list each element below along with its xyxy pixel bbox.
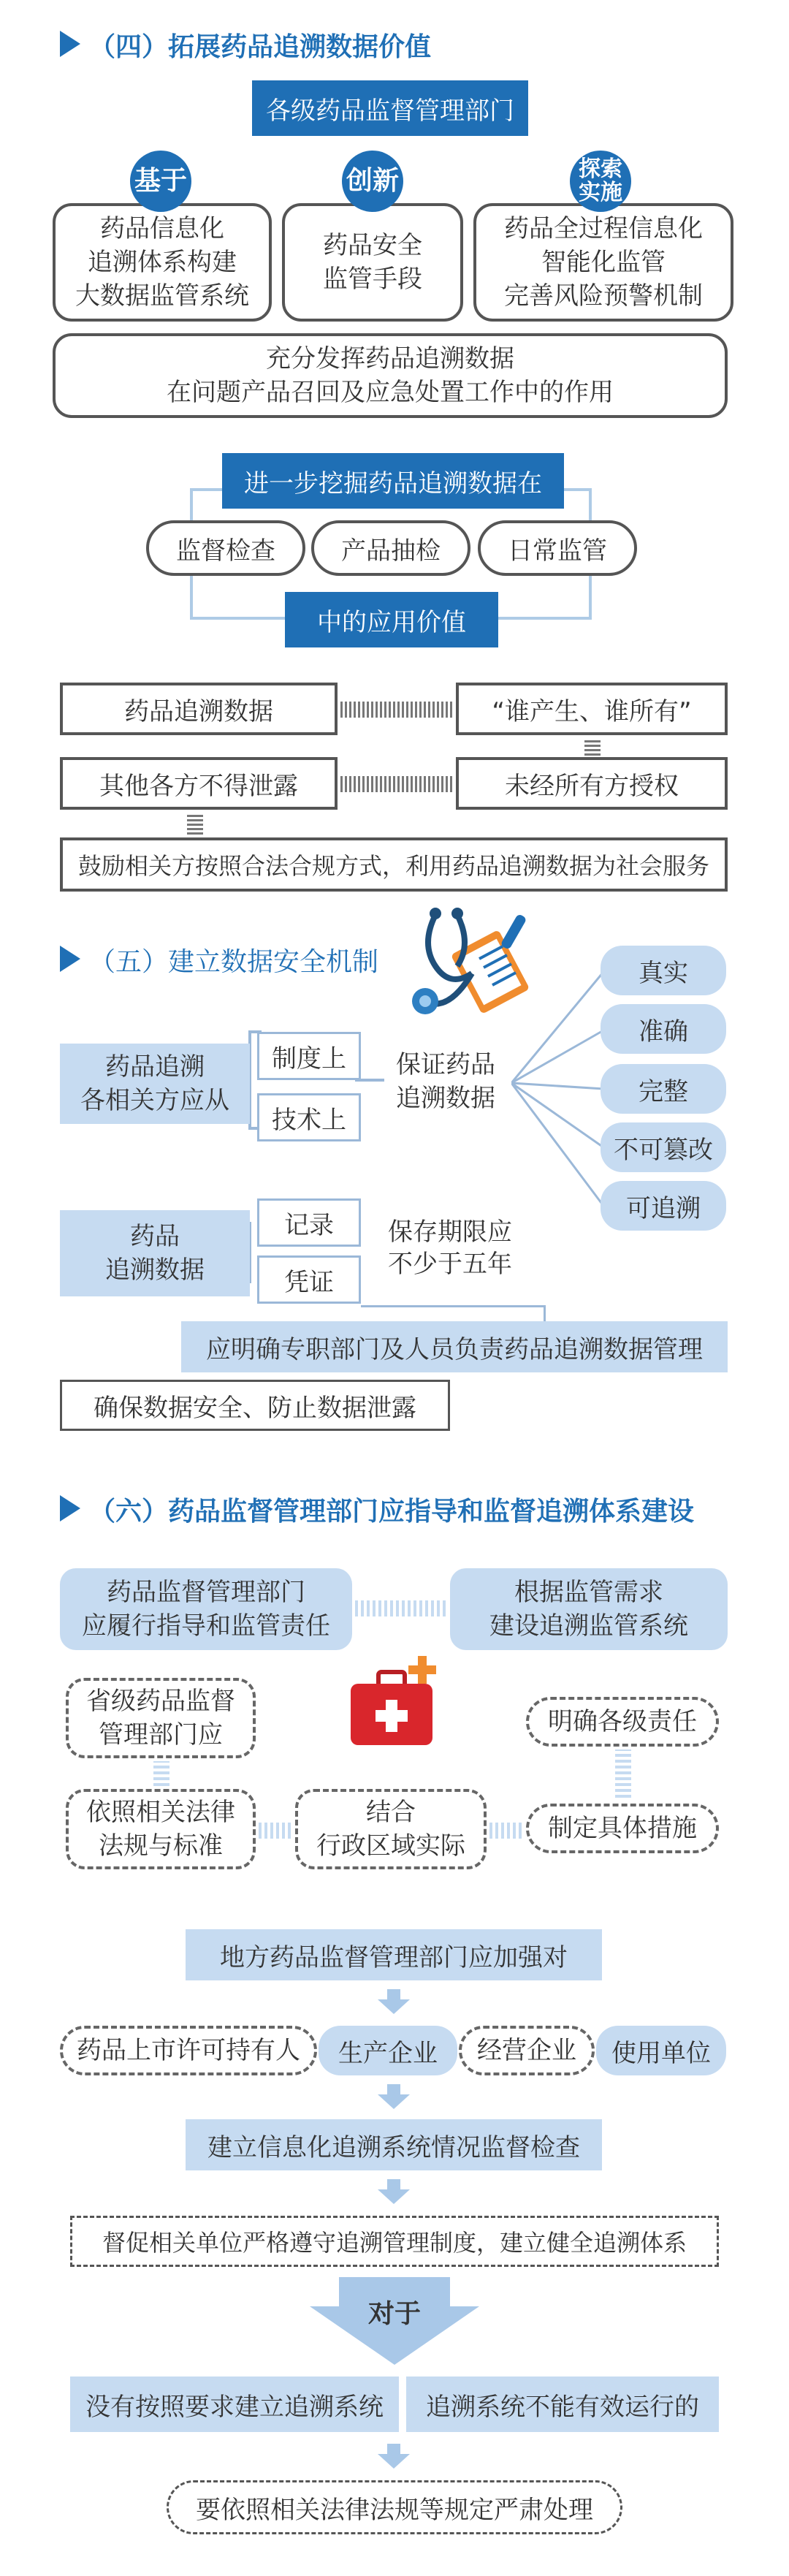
basis-box bbox=[53, 203, 272, 322]
voucher-box: 凭证 bbox=[257, 1255, 361, 1304]
parties-box bbox=[60, 1044, 250, 1124]
combine-text: 结合 行政区域实际 bbox=[316, 1798, 465, 1861]
guarantee-text bbox=[380, 1046, 511, 1117]
urge-box: 督促相关单位严格遵守追溯管理制度，建立健全追溯体系 bbox=[70, 2216, 719, 2267]
inspection-bar: 建立信息化追溯系统情况监督检查 bbox=[186, 2119, 602, 2170]
link-connector bbox=[615, 1749, 631, 1798]
basis-text: 药品信息化 追溯体系构建 大数据监管系统 bbox=[75, 214, 249, 311]
flow-arrow-icon bbox=[378, 2189, 410, 2204]
section-marker-icon bbox=[60, 946, 80, 972]
combine-box bbox=[295, 1789, 487, 1869]
fan-lines bbox=[511, 957, 606, 1220]
unit-holder: 药品上市许可持有人 bbox=[60, 2026, 317, 2075]
traceability-data-box: 药品追溯数据 bbox=[60, 683, 338, 735]
attr-complete: 完整 bbox=[601, 1064, 726, 1114]
unit-user: 使用单位 bbox=[596, 2026, 726, 2075]
manage-bar: 应明确专职部门及人员负责药品追溯数据管理 bbox=[181, 1321, 728, 1372]
law-box bbox=[66, 1789, 256, 1869]
section-5-title: （五）建立数据安全机制 bbox=[89, 947, 379, 977]
link-connector bbox=[153, 1761, 169, 1786]
measure-box: 制定具体措施 bbox=[526, 1804, 719, 1853]
medical-kit-icon bbox=[345, 1652, 447, 1754]
law-text: 依照相关法律 法规与标准 bbox=[86, 1798, 235, 1861]
for-label: 对于 bbox=[367, 2298, 421, 2329]
flow-arrow-stem bbox=[387, 2179, 400, 2189]
dig-bar: 进一步挖掘药品追溯数据在 bbox=[222, 453, 564, 509]
link-connector bbox=[584, 738, 601, 756]
pill-sampling: 产品抽检 bbox=[311, 520, 470, 576]
provincial-box bbox=[66, 1678, 256, 1758]
regulators-bar: 各级药品监督管理部门 bbox=[252, 80, 528, 136]
connector-line bbox=[361, 1305, 544, 1307]
unit-producer: 生产企业 bbox=[319, 2026, 457, 2075]
no-leak-box: 其他各方不得泄露 bbox=[60, 757, 338, 810]
provincial-text: 省级药品监督 管理部门应 bbox=[86, 1687, 235, 1749]
attr-true: 真实 bbox=[601, 946, 726, 995]
link-connector bbox=[355, 1600, 447, 1616]
flow-arrow-stem bbox=[387, 2444, 400, 2454]
badge-innovation: 创新 bbox=[342, 151, 403, 212]
link-connector bbox=[187, 813, 203, 835]
attr-accurate: 准确 bbox=[601, 1004, 726, 1054]
local-regulator-bar: 地方药品监督管理部门应加强对 bbox=[186, 1929, 602, 1980]
ownership-box: “谁产生、谁所有” bbox=[456, 683, 728, 735]
punish-box: 要依照相关法律法规等规定严肃处理 bbox=[167, 2480, 622, 2534]
section-6-title: （六）药品监督管理部门应指导和监督追溯体系建设 bbox=[89, 1497, 695, 1527]
retention-text bbox=[377, 1213, 523, 1283]
flow-arrow-stem bbox=[387, 1989, 400, 1999]
unit-distributor: 经营企业 bbox=[459, 2026, 595, 2075]
secure-box: 确保数据安全、防止数据泄露 bbox=[60, 1380, 450, 1431]
innovation-text: 药品安全 监管手段 bbox=[323, 231, 422, 294]
pill-inspection: 监督检查 bbox=[146, 520, 305, 576]
trace-data-text: 药品 追溯数据 bbox=[105, 1222, 205, 1285]
section-marker-icon bbox=[60, 31, 80, 57]
link-connector bbox=[340, 702, 453, 718]
authorization-box: 未经所有方授权 bbox=[456, 757, 728, 810]
build-system-text: 根据监管需求 建设追溯监管系统 bbox=[489, 1578, 688, 1641]
badge-basis: 基于 bbox=[130, 151, 191, 212]
section-marker-icon bbox=[60, 1495, 80, 1521]
role-box bbox=[53, 333, 728, 418]
pill-daily: 日常监管 bbox=[478, 520, 637, 576]
no-build-box: 没有按照要求建立追溯系统 bbox=[70, 2376, 399, 2432]
attr-traceable: 可追溯 bbox=[601, 1181, 726, 1231]
link-connector bbox=[259, 1823, 292, 1839]
link-connector bbox=[340, 776, 453, 792]
parties-text: 药品追溯 各相关方应从 bbox=[80, 1052, 229, 1115]
flow-arrow-stem bbox=[387, 2084, 400, 2094]
guarantee-label: 保证药品 追溯数据 bbox=[396, 1050, 495, 1113]
explore-box bbox=[473, 203, 733, 322]
record-box: 记录 bbox=[257, 1198, 361, 1247]
retention-label: 保存期限应 不少于五年 bbox=[388, 1217, 512, 1279]
explore-text: 药品全过程信息化 智能化监管 完善风险预警机制 bbox=[504, 214, 703, 311]
badge-explore-label: 探索 实施 bbox=[579, 156, 622, 205]
innovation-box bbox=[282, 203, 463, 322]
value-bar: 中的应用价值 bbox=[285, 592, 498, 647]
no-run-box: 追溯系统不能有效运行的 bbox=[406, 2376, 719, 2432]
flow-arrow-icon bbox=[378, 1999, 410, 2014]
build-system-box bbox=[450, 1568, 728, 1650]
badge-explore bbox=[570, 151, 631, 212]
institution-box: 制度上 bbox=[257, 1032, 361, 1080]
attr-tamperproof: 不可篡改 bbox=[601, 1122, 726, 1172]
technology-box: 技术上 bbox=[257, 1093, 361, 1141]
section-4-title: （四）拓展药品追溯数据价值 bbox=[89, 32, 432, 62]
flow-arrow-icon bbox=[378, 2454, 410, 2469]
connector-line bbox=[544, 1305, 546, 1321]
regulator-duty-text: 药品监督管理部门 应履行指导和监管责任 bbox=[82, 1578, 330, 1641]
trace-data-box bbox=[60, 1210, 250, 1296]
encourage-box: 鼓励相关方按照合法合规方式，利用药品追溯数据为社会服务 bbox=[60, 837, 728, 892]
flow-arrow-icon bbox=[378, 2094, 410, 2109]
regulator-duty-box bbox=[60, 1568, 352, 1650]
responsibility-box: 明确各级责任 bbox=[526, 1697, 719, 1747]
link-connector bbox=[489, 1823, 523, 1839]
role-text: 充分发挥药品追溯数据 在问题产品召回及应急处置工作中的作用 bbox=[167, 344, 614, 407]
